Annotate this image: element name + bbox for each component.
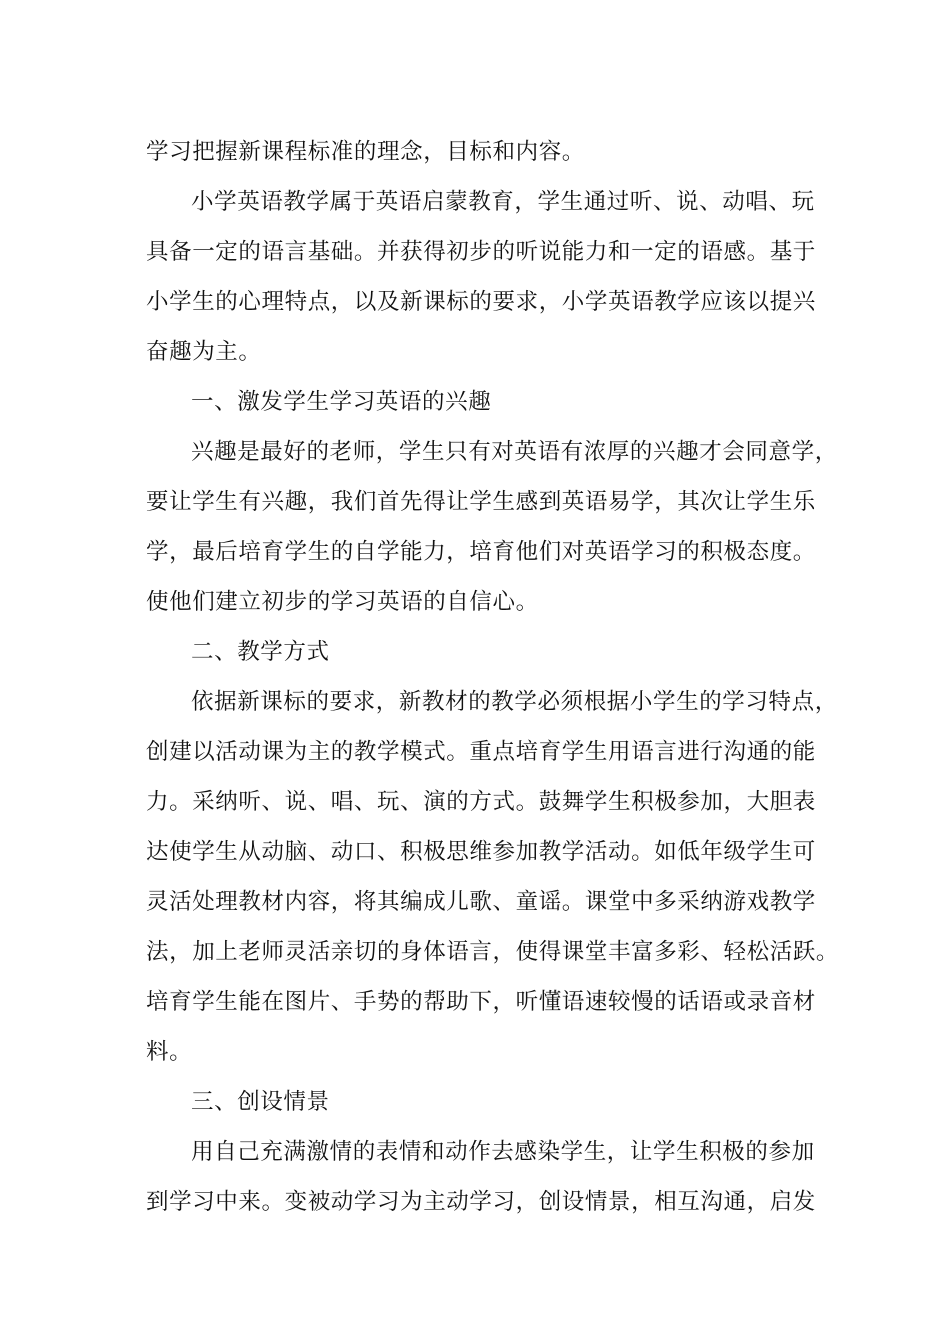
text-line: 奋趣为主。 xyxy=(146,339,262,365)
section-heading: 一、激发学生学习英语的兴趣 xyxy=(191,389,492,415)
text-line: 法，加上老师灵活亲切的身体语言，使得课堂丰富多彩、轻松活跃。 xyxy=(146,939,840,965)
paragraph-first-line: 兴趣是最好的老师，学生只有对英语有浓厚的兴趣才会同意学， xyxy=(191,439,838,465)
text-line: 达使学生从动脑、动口、积极思维参加教学活动。如低年级学生可 xyxy=(146,839,816,865)
text-line: 要让学生有兴趣，我们首先得让学生感到英语易学，其次让学生乐 xyxy=(146,489,816,515)
text-line: 小学生的心理特点，以及新课标的要求，小学英语教学应该以提兴 xyxy=(146,289,816,315)
text-line: 料。 xyxy=(146,1039,193,1065)
text-line: 力。采纳听、说、唱、玩、演的方式。鼓舞学生积极参加，大胆表 xyxy=(146,789,816,815)
text-line: 创建以活动课为主的教学模式。重点培育学生用语言进行沟通的能 xyxy=(146,739,816,765)
text-line: 学，最后培育学生的自学能力，培育他们对英语学习的积极态度。 xyxy=(146,539,816,565)
paragraph-first-line: 小学英语教学属于英语启蒙教育，学生通过听、说、动唱、玩 xyxy=(191,189,815,215)
section-heading: 三、创设情景 xyxy=(191,1089,330,1115)
paragraph-first-line: 用自己充满激情的表情和动作去感染学生，让学生积极的参加 xyxy=(191,1139,815,1165)
text-line: 学习把握新课程标准的理念，目标和内容。 xyxy=(146,139,585,165)
text-line: 培育学生能在图片、手势的帮助下，听懂语速较慢的话语或录音材 xyxy=(146,989,816,1015)
text-line: 到学习中来。变被动学习为主动学习，创设情景，相互沟通，启发 xyxy=(146,1189,816,1215)
text-line: 灵活处理教材内容，将其编成儿歌、童谣。课堂中多采纳游戏教学 xyxy=(146,889,816,915)
paragraph-first-line: 依据新课标的要求，新教材的教学必须根据小学生的学习特点， xyxy=(191,689,838,715)
text-line: 具备一定的语言基础。并获得初步的听说能力和一定的语感。基于 xyxy=(146,239,816,265)
text-line: 使他们建立初步的学习英语的自信心。 xyxy=(146,589,539,615)
section-heading: 二、教学方式 xyxy=(191,639,330,665)
